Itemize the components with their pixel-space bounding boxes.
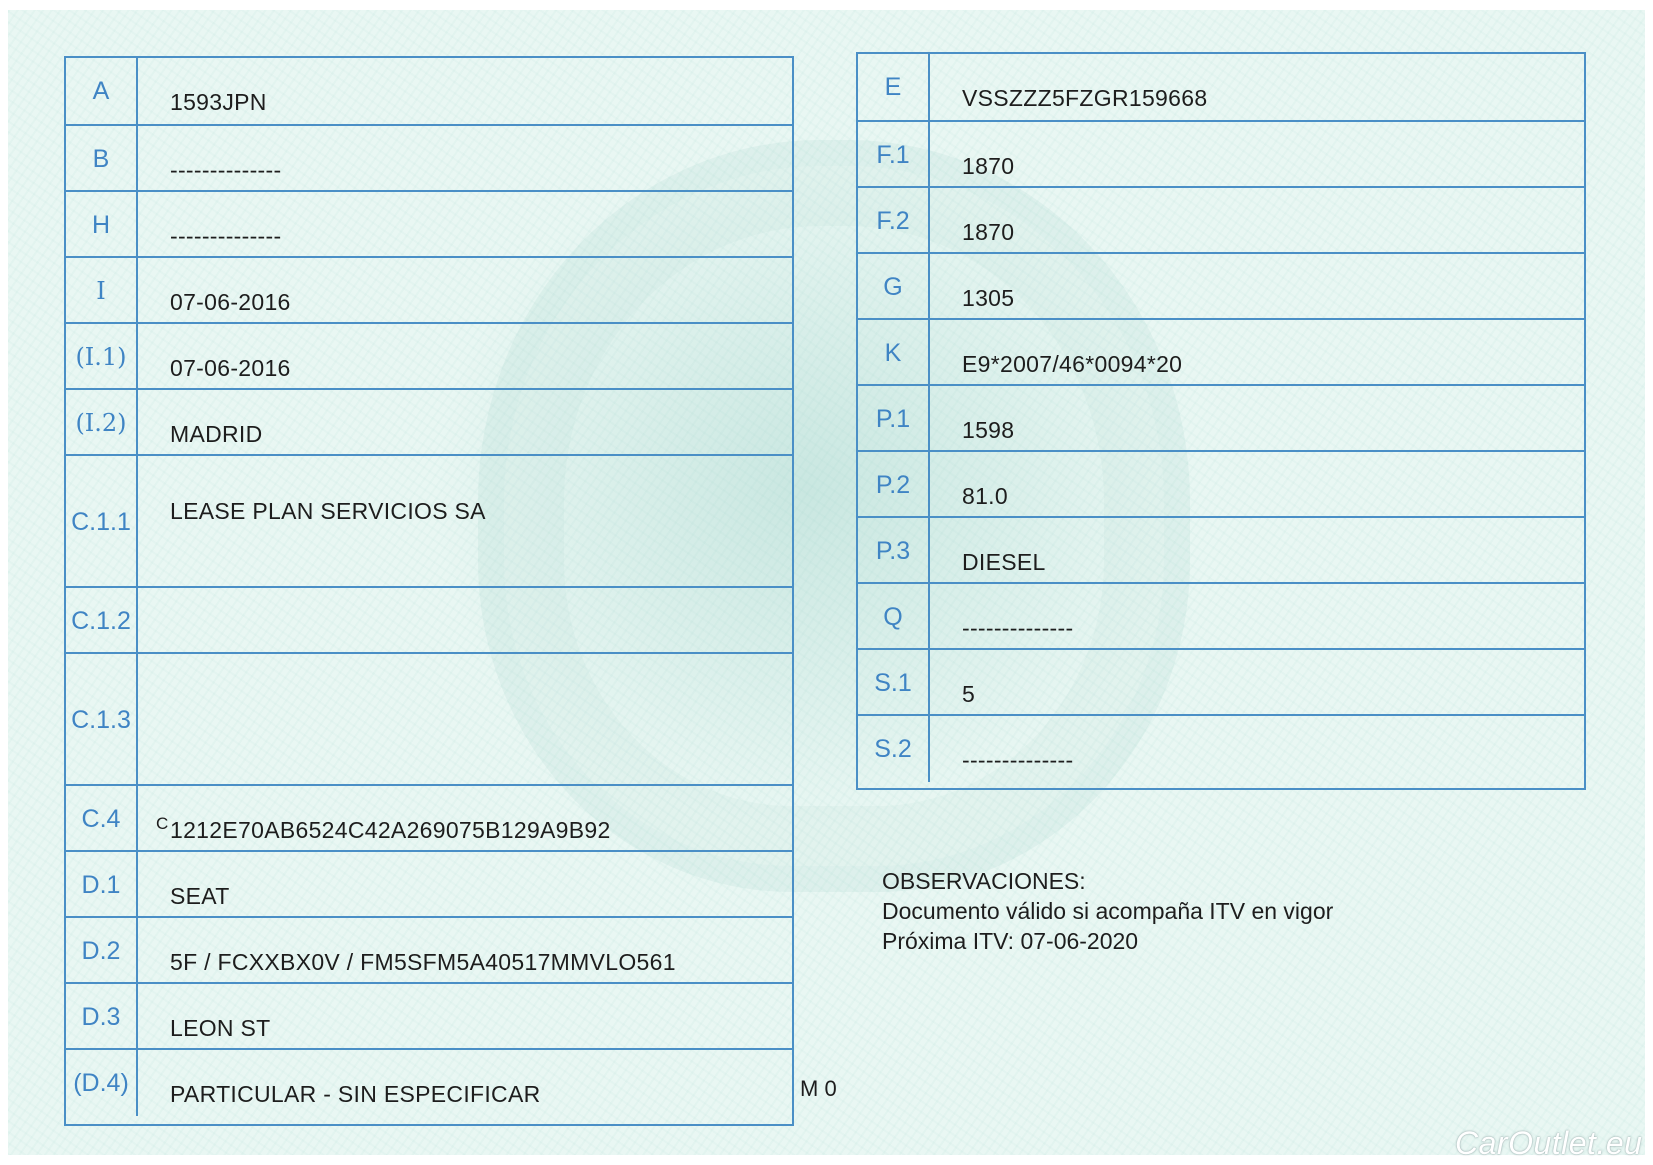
field-value: 1870 xyxy=(962,153,1015,179)
field-value: 07-06-2016 xyxy=(170,355,291,381)
field-row xyxy=(858,252,1584,320)
field-value: MADRID xyxy=(170,421,263,447)
field-row xyxy=(66,1048,792,1116)
field-value: SEAT xyxy=(170,883,230,909)
field-value: 5 xyxy=(962,681,976,707)
field-value: -------------- xyxy=(962,747,1074,773)
field-row xyxy=(66,190,792,258)
field-row xyxy=(66,124,792,192)
field-code: B xyxy=(66,126,138,192)
watermark-logo: CarOutlet.eu xyxy=(1455,1125,1643,1161)
field-row xyxy=(858,186,1584,254)
field-code: (D.4) xyxy=(66,1050,138,1116)
field-row xyxy=(66,256,792,324)
field-value: 1870 xyxy=(962,219,1015,245)
field-code: C.1.3 xyxy=(66,654,138,786)
field-value: 1305 xyxy=(962,285,1015,311)
field-row xyxy=(66,850,792,918)
right-field-table xyxy=(856,52,1586,790)
observations-line-1: Documento válido si acompaña ITV en vigor xyxy=(882,898,1334,924)
field-row xyxy=(66,784,792,852)
field-code: H xyxy=(66,192,138,258)
field-row xyxy=(858,450,1584,518)
field-code: D.2 xyxy=(66,918,138,984)
observations-block xyxy=(882,866,1333,956)
field-value: 81.0 xyxy=(962,483,1008,509)
observations-heading: OBSERVACIONES: xyxy=(882,868,1086,894)
field-value: 1593JPN xyxy=(170,89,267,115)
field-row xyxy=(858,714,1584,782)
field-code: D.3 xyxy=(66,984,138,1050)
field-code: I xyxy=(66,258,138,324)
field-code: D.1 xyxy=(66,852,138,918)
field-row xyxy=(858,54,1584,120)
field-code: (I.2) xyxy=(66,390,138,456)
field-row xyxy=(66,652,792,786)
field-row xyxy=(66,454,792,588)
field-value: E9*2007/46*0094*20 xyxy=(962,351,1183,377)
field-value: 1212E70AB6524C42A269075B129A9B92 xyxy=(170,817,611,843)
field-code: (I.1) xyxy=(66,324,138,390)
field-value: 1598 xyxy=(962,417,1015,443)
field-code: A xyxy=(66,58,138,124)
field-row xyxy=(66,58,792,124)
field-row xyxy=(858,582,1584,650)
field-value: LEON ST xyxy=(170,1015,271,1041)
field-row xyxy=(66,322,792,390)
field-code: C.1.1 xyxy=(66,456,138,588)
left-field-table xyxy=(64,56,794,1126)
field-value: LEASE PLAN SERVICIOS SA xyxy=(170,498,486,524)
field-code: P.3 xyxy=(858,518,930,584)
field-value: DIESEL xyxy=(962,549,1046,575)
field-value: -------------- xyxy=(962,615,1074,641)
field-row xyxy=(858,516,1584,584)
field-row xyxy=(66,586,792,654)
field-row xyxy=(858,318,1584,386)
field-code: Q xyxy=(858,584,930,650)
field-value: -------------- xyxy=(170,157,282,183)
field-code: E xyxy=(858,54,930,120)
field-row xyxy=(858,648,1584,716)
field-value: 07-06-2016 xyxy=(170,289,291,315)
field-code: S.2 xyxy=(858,716,930,782)
field-value-prefix: C xyxy=(156,814,169,833)
field-value: 5F / FCXXBX0V / FM5SFM5A40517MMVLO561 xyxy=(170,949,676,975)
field-code: S.1 xyxy=(858,650,930,716)
mark-code: M 0 xyxy=(800,1076,837,1101)
field-code: G xyxy=(858,254,930,320)
field-code: C.4 xyxy=(66,786,138,852)
field-row xyxy=(66,916,792,984)
field-value: PARTICULAR - SIN ESPECIFICAR xyxy=(170,1081,541,1107)
observations-line-2: Próxima ITV: 07-06-2020 xyxy=(882,928,1139,954)
field-code: P.2 xyxy=(858,452,930,518)
field-row xyxy=(858,384,1584,452)
field-value: VSSZZZ5FZGR159668 xyxy=(962,85,1208,111)
field-code: F.1 xyxy=(858,122,930,188)
field-code: K xyxy=(858,320,930,386)
field-code: F.2 xyxy=(858,188,930,254)
field-code: P.1 xyxy=(858,386,930,452)
field-row xyxy=(66,982,792,1050)
field-row xyxy=(66,388,792,456)
field-row xyxy=(858,120,1584,188)
field-code: C.1.2 xyxy=(66,588,138,654)
field-value: -------------- xyxy=(170,223,282,249)
